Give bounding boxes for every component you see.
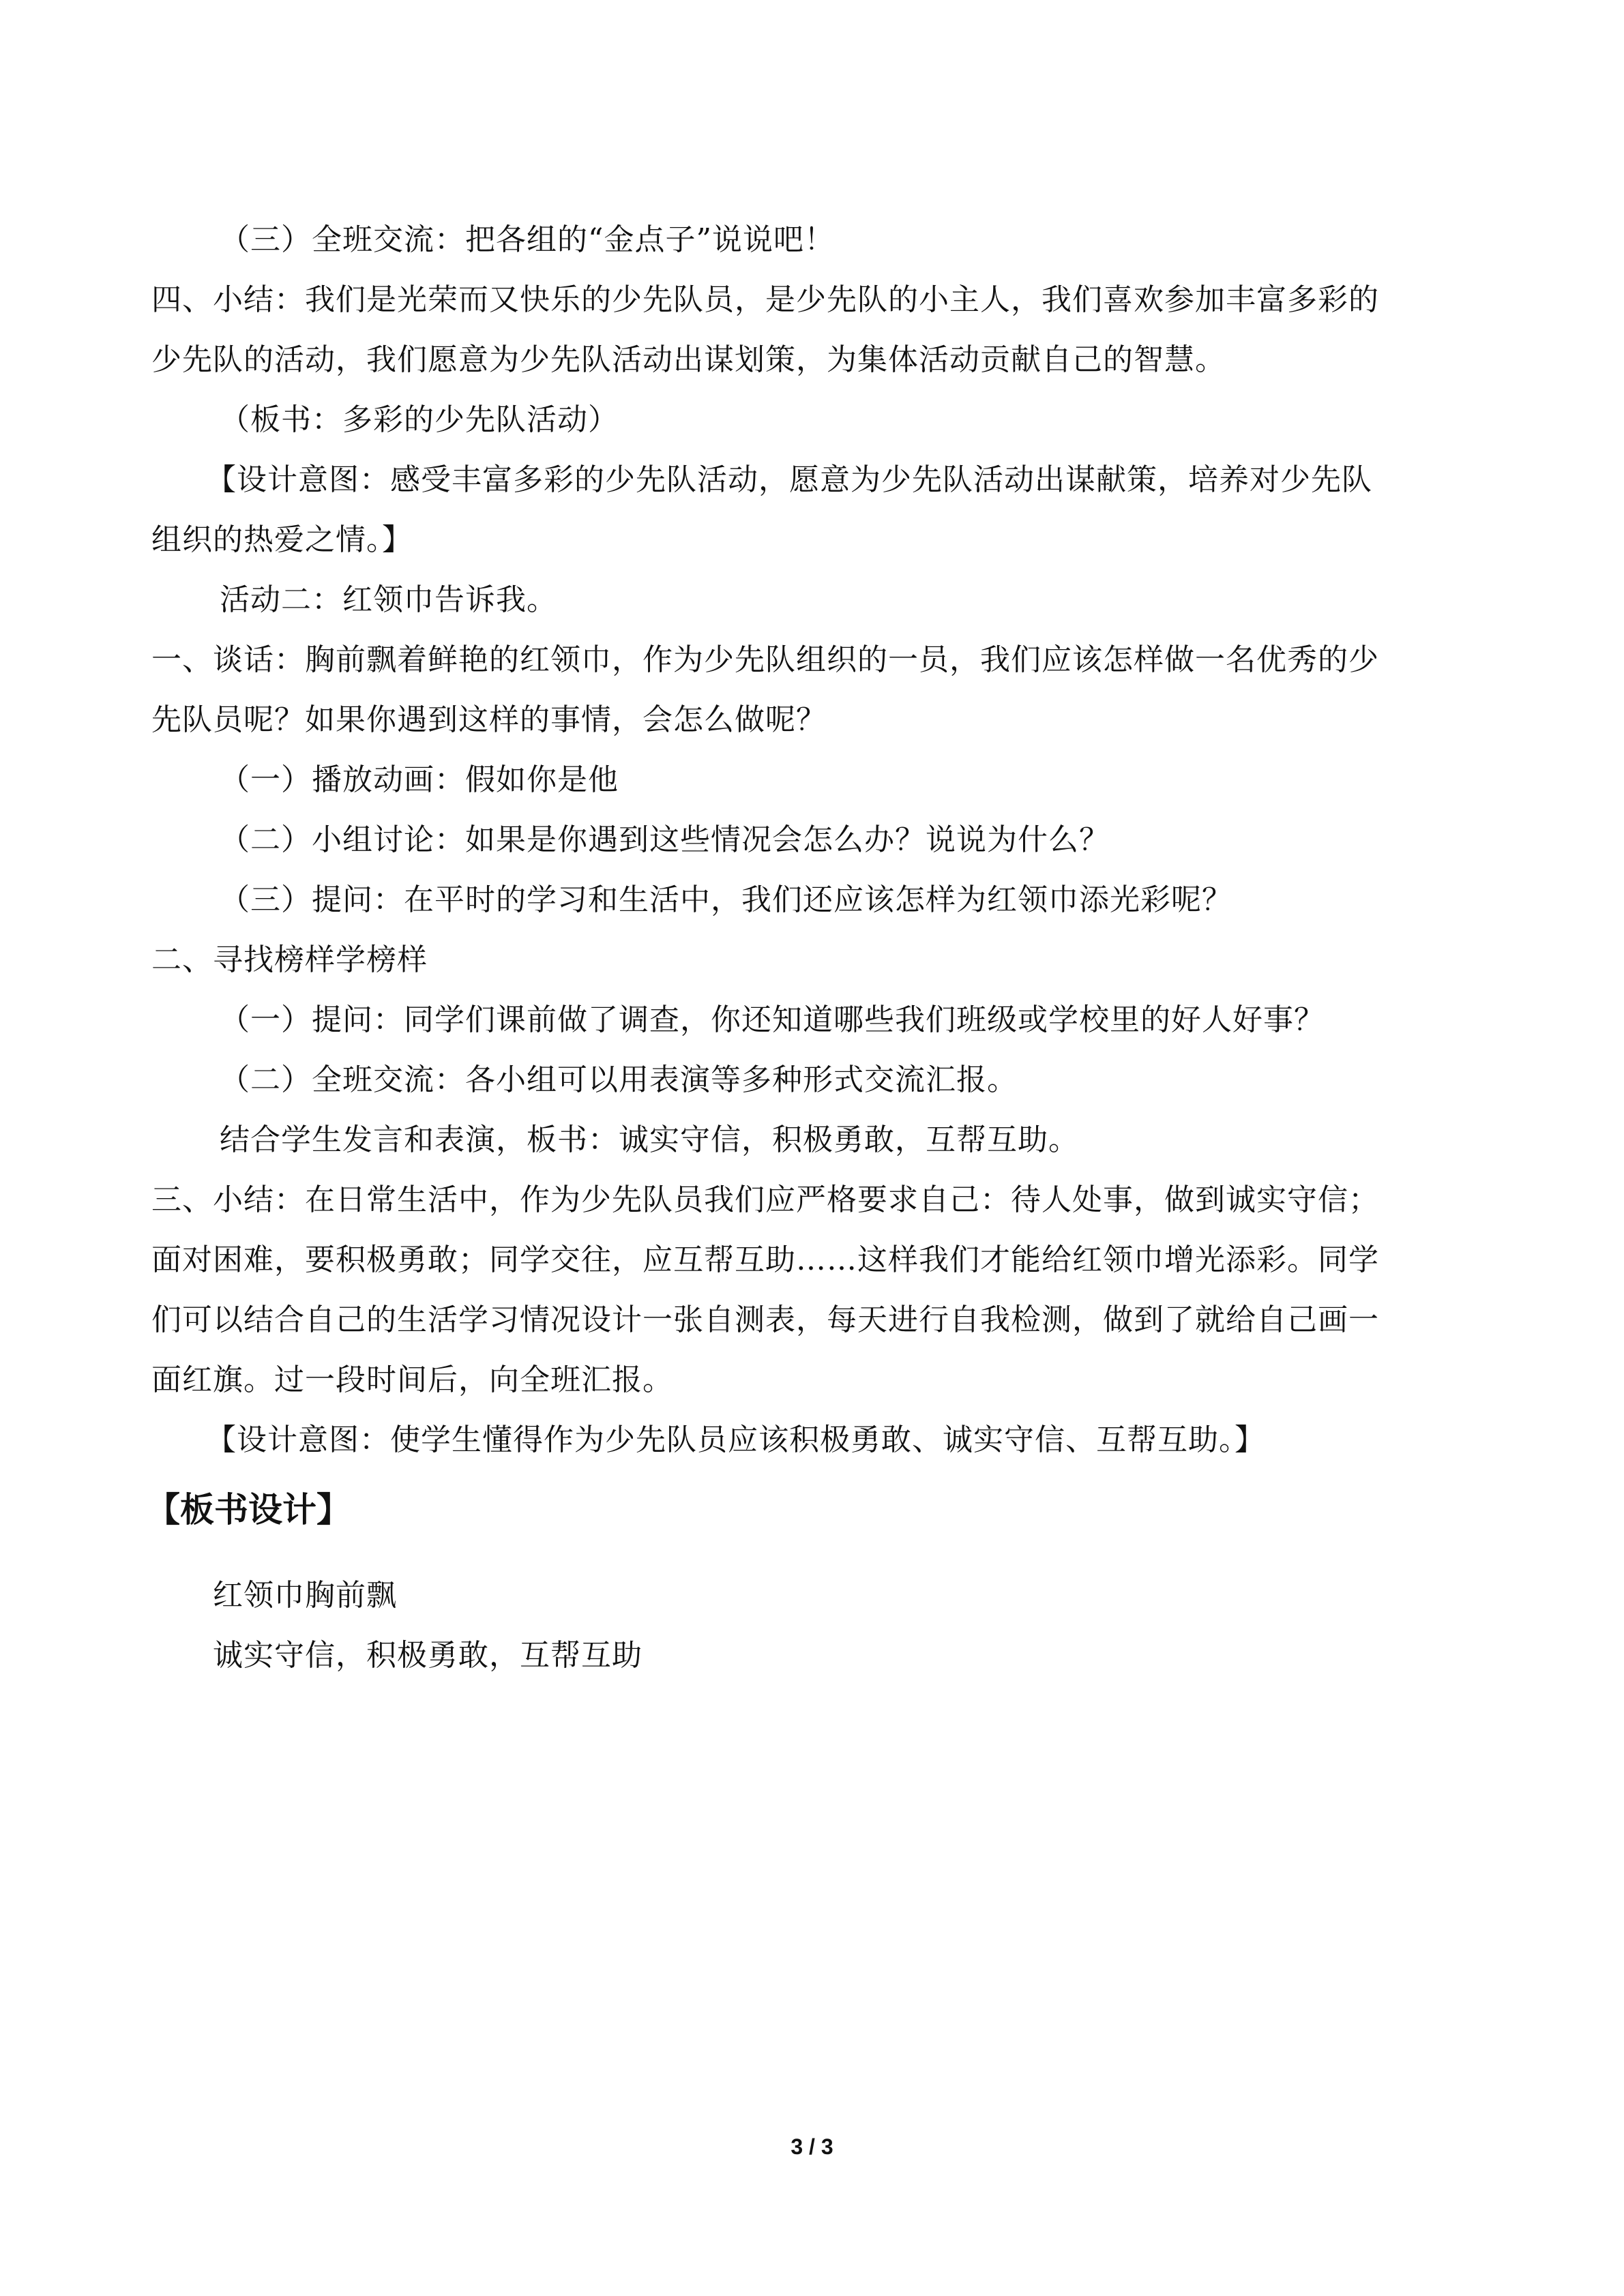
paragraph-line: （三）提问：在平时的学习和生活中，我们还应该怎样为红领巾添光彩呢？ [220, 882, 1232, 917]
paragraph-line: 组织的热爱之情。】 [151, 522, 413, 557]
board-line: 诚实守信，积极勇敢，互帮互助 [213, 1638, 643, 1673]
paragraph-line: 面红旗。过一段时间后，向全班汇报。 [151, 1362, 673, 1397]
paragraph-line: （二）小组讨论：如果是你遇到这些情况会怎么办？说说为什么？ [220, 822, 1110, 857]
paragraph-line: （二）全班交流：各小组可以用表演等多种形式交流汇报。 [220, 1062, 1018, 1097]
paragraph-line: 【设计意图：使学生懂得作为少先队员应该积极勇敢、诚实守信、互帮互助。】 [206, 1422, 1265, 1457]
paragraph-line: （板书：多彩的少先队活动） [220, 402, 619, 437]
page-content [146, 210, 1461, 1686]
paragraph-line: 先队员呢？如果你遇到这样的事情，会怎么做呢？ [151, 702, 827, 737]
paragraph-line: 一、谈话：胸前飘着鲜艳的红领巾，作为少先队组织的一员，我们应该怎样做一名优秀的少 [151, 642, 1379, 677]
paragraph-line: 二、寻找榜样学榜样 [151, 942, 428, 977]
board-design [151, 1566, 1461, 1686]
paragraph-line: （一）提问：同学们课前做了调查，你还知道哪些我们班级或学校里的好人好事？ [220, 1002, 1325, 1037]
section-heading: 【板书设计】 [146, 1490, 351, 1530]
paragraph-line: 三、小结：在日常生活中，作为少先队员我们应严格要求自己：待人处事，做到诚实守信； [151, 1182, 1379, 1217]
paragraph-line: （三）全班交流：把各组的“金点子”说说吧！ [220, 222, 835, 257]
paragraph-line: 【设计意图：感受丰富多彩的少先队活动，愿意为少先队活动出谋献策，培养对少先队 [206, 462, 1372, 497]
board-line: 红领巾胸前飘 [213, 1578, 397, 1613]
paragraph-line: 活动二：红领巾告诉我。 [220, 582, 557, 617]
paragraph-line: （一）播放动画：假如你是他 [220, 762, 619, 797]
paragraph-line: 四、小结：我们是光荣而又快乐的少先队员，是少先队的小主人，我们喜欢参加丰富多彩的 [151, 282, 1379, 317]
page-number: 3 / 3 [791, 2134, 833, 2159]
paragraph-line: 少先队的活动，我们愿意为少先队活动出谋划策，为集体活动贡献自己的智慧。 [151, 342, 1226, 377]
paragraph-line: 们可以结合自己的生活学习情况设计一张自测表，每天进行自我检测，做到了就给自己画一 [151, 1302, 1379, 1337]
paragraph-line: 面对困难，要积极勇敢；同学交往，应互帮互助……这样我们才能给红领巾增光添彩。同学 [151, 1242, 1379, 1277]
paragraph-line: 结合学生发言和表演，板书：诚实守信，积极勇敢，互帮互助。 [220, 1122, 1079, 1157]
